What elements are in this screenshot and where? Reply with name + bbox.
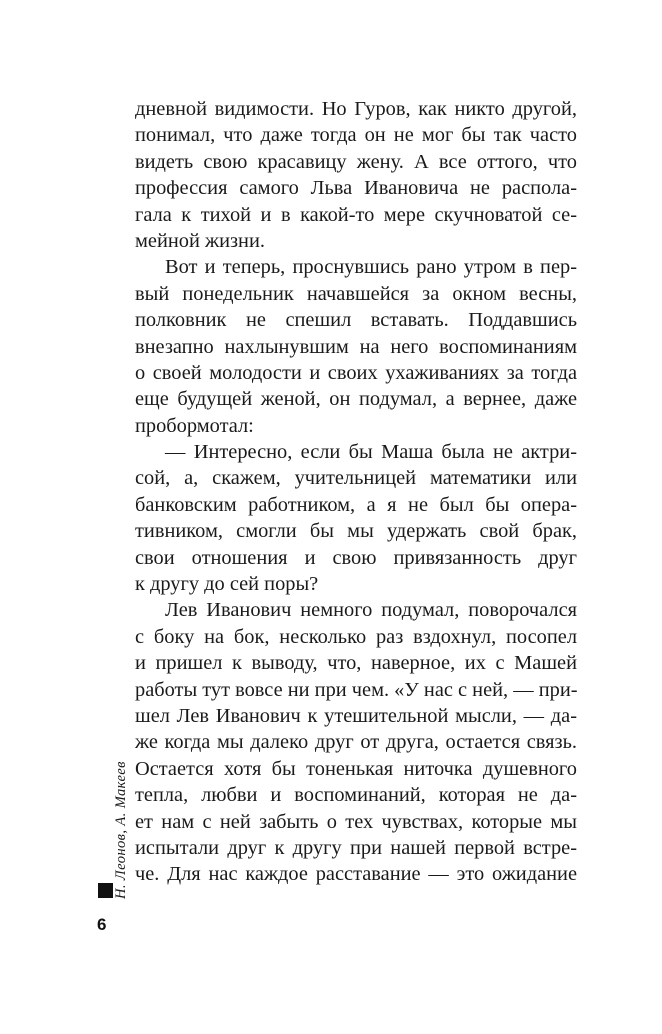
text-line: тивником, смогли бы мы удержать свой брак, bbox=[135, 520, 577, 543]
text-line: мейной жизни. bbox=[135, 229, 265, 252]
text-line: профессия самого Льва Ивановича не распола- bbox=[135, 177, 577, 200]
text-line: пробормотал: bbox=[135, 414, 254, 437]
text-line: видеть свою красавицу жену. А все оттого, что bbox=[135, 150, 577, 173]
running-head-authors: Н. Леонов, А. Макеев bbox=[113, 761, 129, 899]
text-line: банковским работником, а я не был бы опера- bbox=[135, 493, 577, 516]
text-line: че. Для нас каждое расставание — это ожидание bbox=[135, 863, 577, 886]
text-line: дневной видимости. Но Гуров, как никто другой, bbox=[135, 98, 577, 120]
text-line: шел Лев Иванович к утешительной мысли, — да- bbox=[135, 704, 577, 727]
text-line: Лев Иванович немного подумал, поворочался bbox=[165, 599, 577, 622]
text-line: — Интересно, если бы Маша была не актри- bbox=[165, 441, 577, 464]
text-line: свои отношения и свою привязанность друг bbox=[135, 546, 577, 569]
text-line: еще будущей женой, он подумал, а вернее, даже bbox=[135, 388, 577, 411]
text-line: сой, а, скажем, учительницей математики или bbox=[135, 467, 577, 490]
text-line: к другу до сей поры? bbox=[135, 573, 319, 596]
text-line: ет нам с ней забыть о тех чувствах, которые мы bbox=[135, 810, 577, 833]
text-line: работы тут вовсе ни при чем. «У нас с ней, — при- bbox=[135, 678, 578, 701]
text-line: с боку на бок, несколько раз вздохнул, посопел bbox=[135, 625, 577, 648]
text-line: Вот и теперь, проснувшись рано утром в пер- bbox=[165, 256, 577, 279]
text-line: вый понедельник начавшейся за окном весны, bbox=[135, 282, 577, 305]
text-line: понимал, что даже тогда он не мог бы так часто bbox=[135, 124, 577, 147]
text-line: и пришел к выводу, что, наверное, их с Машей bbox=[135, 652, 577, 675]
text-line: тепла, любви и воспоминаний, которая не да- bbox=[135, 784, 577, 807]
text-line: о своей молодости и своих ухаживаниях за тогда bbox=[135, 361, 577, 384]
text-line: полковник не спешил вставать. Поддавшись bbox=[135, 309, 577, 332]
text-line: гала к тихой и в какой-то мере скучноватой се- bbox=[135, 203, 577, 226]
square-marker-icon bbox=[98, 883, 113, 898]
text-line: Остается хотя бы тоненькая ниточка душевного bbox=[135, 757, 577, 780]
text-line: же когда мы далеко друг от друга, остается связь. bbox=[135, 731, 577, 754]
page-number: 6 bbox=[97, 915, 107, 934]
text-line: испытали друг к другу при нашей первой встре- bbox=[135, 836, 577, 859]
text-line: внезапно нахлынувшим на него воспоминаниям bbox=[135, 335, 577, 358]
body-text bbox=[135, 96, 577, 888]
